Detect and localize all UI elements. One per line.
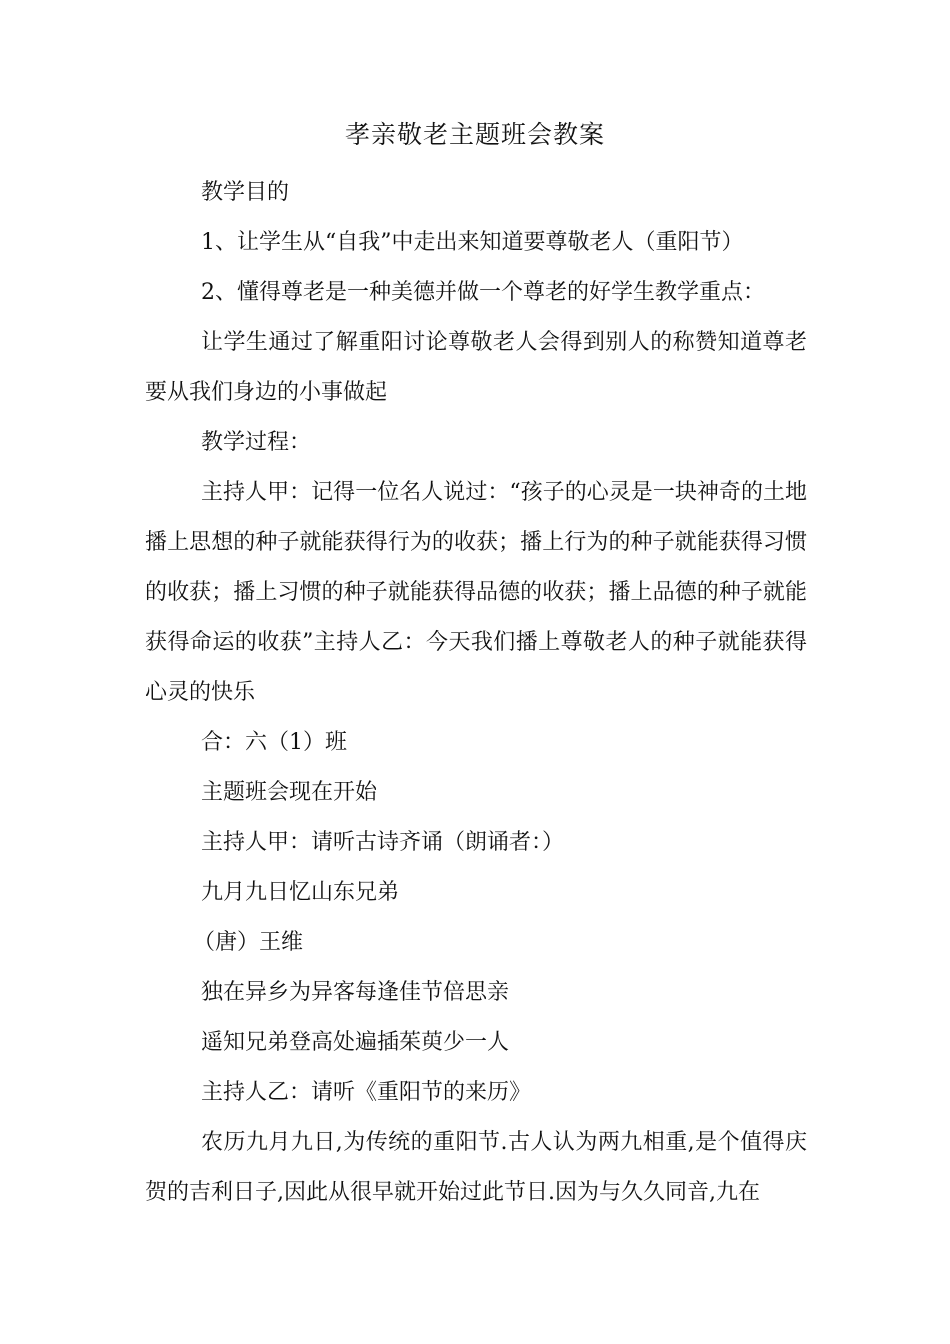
paragraph-goal-2: 2、懂得尊老是一种美德并做一个尊老的好学生教学重点： [201,280,765,305]
paragraph-poem-title: 九月九日忆山东兄弟 [201,880,400,905]
document-title: 孝亲敬老主题班会教案 [344,120,605,149]
paragraph-host-opening: 主持人甲：记得一位名人说过：“孩子的心灵是一块神奇的土地播上思想的种子就能获得行为的收获；播上行为的种子就能获得习惯的收获；播上习惯的种子就能获得品德的收获；播上品德的种子就能获得命运的收获”主持人乙：今天我们播上尊敬老人的种子就能获得心灵的快乐 [145,480,807,705]
paragraph-origin-intro: 主持人乙：请听《重阳节的来历》 [201,1080,532,1105]
paragraph-start: 主题班会现在开始 [201,780,378,805]
paragraph-teaching-goal-heading: 教学目的 [201,180,290,205]
paragraph-key-point: 让学生通过了解重阳讨论尊敬老人会得到别人的称赞知道尊老要从我们身边的小事做起 [145,330,807,405]
paragraph-poem-line-1: 独在异乡为异客每逢佳节倍思亲 [201,980,510,1005]
document-body [145,168,807,1218]
paragraph-goal-1: 1、让学生从“自我”中走出来知道要尊敬老人（重阳节） [201,230,744,255]
paragraph-poem-author: （唐）王维 [193,930,304,955]
paragraph-poem-line-2: 遥知兄弟登高处遍插茱萸少一人 [201,1030,510,1055]
paragraph-poem-intro: 主持人甲：请听古诗齐诵（朗诵者：） [201,830,565,855]
paragraph-origin-text: 农历九月九日,为传统的重阳节.古人认为两九相重,是个值得庆贺的吉利日子,因此从很早就开始过此节日.因为与久久同音,九在 [145,1130,807,1205]
paragraph-process-heading: 教学过程： [201,430,312,455]
paragraph-together: 合：六（1）班 [201,730,347,755]
